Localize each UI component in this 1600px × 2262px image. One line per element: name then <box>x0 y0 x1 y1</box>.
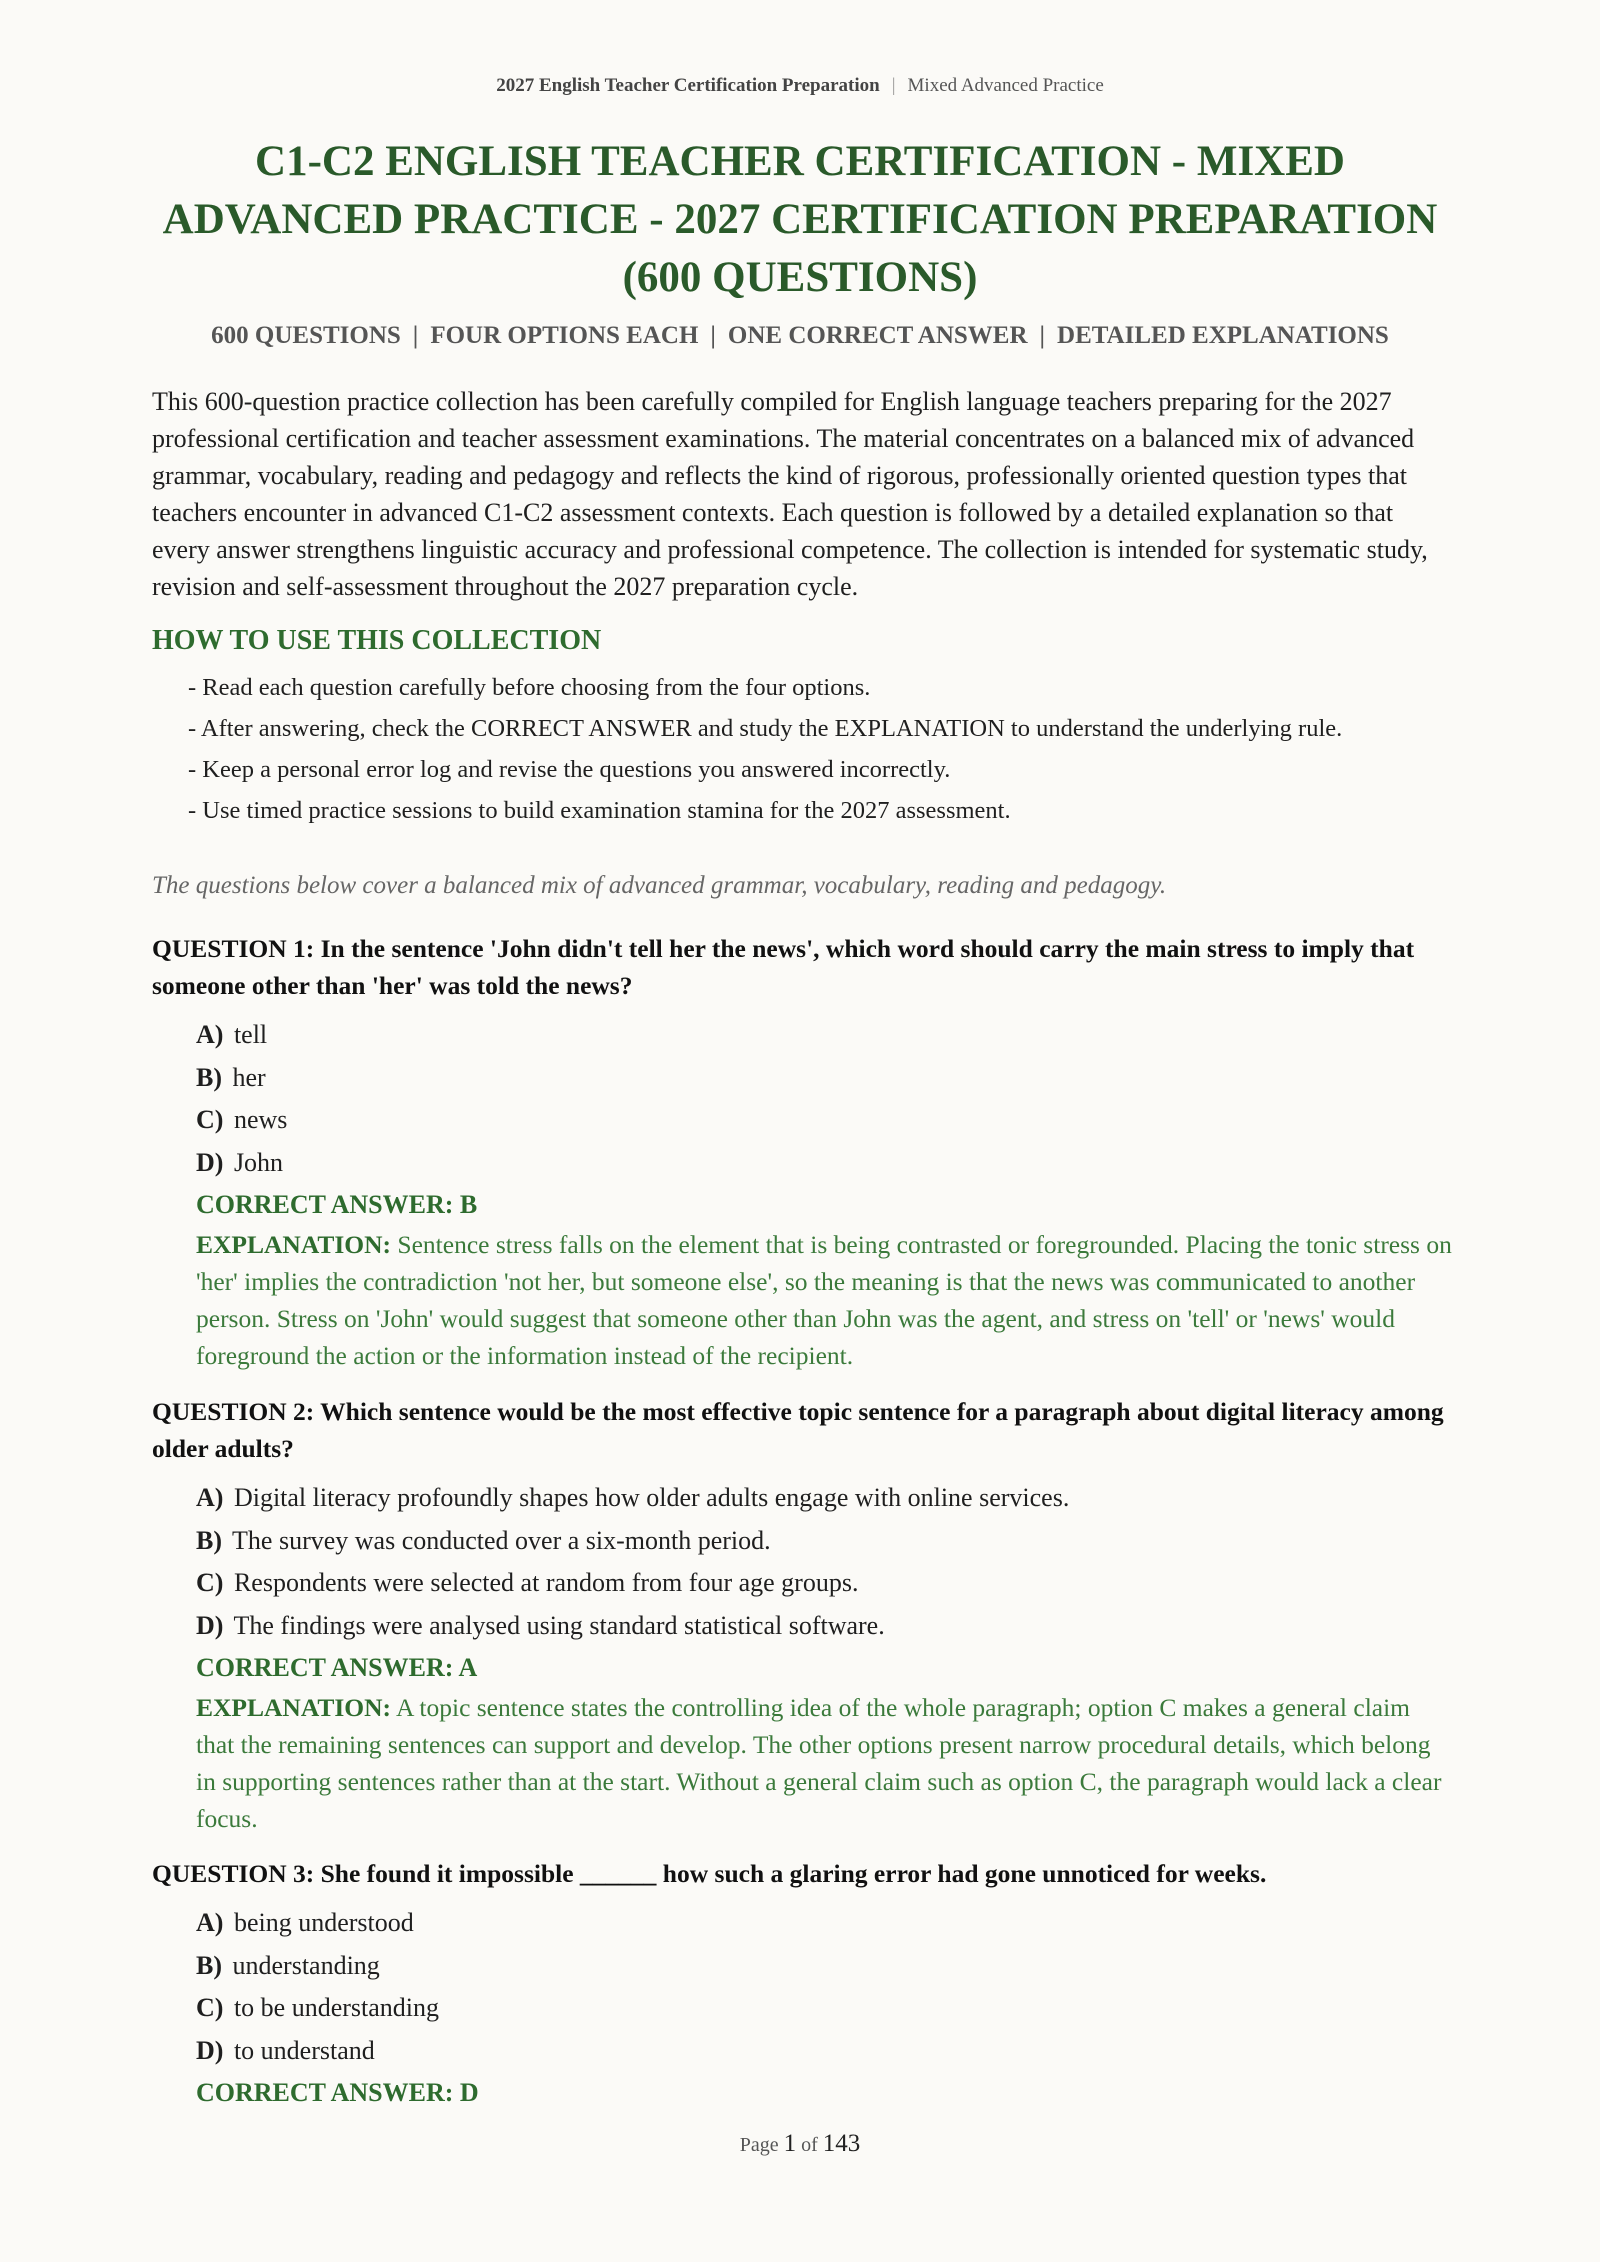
option-text: being understood <box>233 1908 414 1937</box>
option-d <box>196 1142 1452 1185</box>
section-heading-how-to-use: HOW TO USE THIS COLLECTION <box>152 625 602 656</box>
explanation-text: Sentence stress falls on the element that is being contrasted or foregrounded. Placing the tonic stress on 'her' implies the contradiction 'not her, but someone else', so the meaning is that the news was communicated to another person. Stress on 'John' would suggest that someone other than John was the agent, and stress on 'tell' or 'news' would foreground the action or the information instead of the recipient. <box>196 1230 1452 1370</box>
option-d <box>196 2030 1452 2073</box>
option-text: understanding <box>232 1950 380 1980</box>
page-title: C1-C2 ENGLISH TEACHER CERTIFICATION - MIXED ADVANCED PRACTICE - 2027 CERTIFICATION PREPARATION (600 QUESTIONS) <box>162 138 1438 301</box>
option-letter: C) <box>196 1993 224 2022</box>
question-block-1 <box>152 930 1452 1374</box>
option-text: The findings were analysed using standard statistical software. <box>233 1610 885 1640</box>
option-a <box>196 1014 1452 1057</box>
question-block-2 <box>152 1393 1452 1837</box>
option-c <box>196 1987 1452 2030</box>
subtitle-item: FOUR OPTIONS EACH <box>430 322 699 349</box>
explanation-label: EXPLANATION: <box>196 1230 392 1259</box>
option-b <box>196 1945 1452 1988</box>
footer-page-label: Page <box>739 2134 779 2156</box>
options-list <box>196 1477 1452 1647</box>
page-footer <box>0 2130 1600 2158</box>
question-stem: QUESTION 1: In the sentence 'John didn't tell her the news', which word should carry the main stress to imply that someone other than 'her' was told the news? <box>152 934 1415 1000</box>
usage-list <box>188 670 1438 834</box>
subtitle-item: ONE CORRECT ANSWER <box>727 322 1028 349</box>
option-a <box>196 1902 1452 1945</box>
explanation-text: A topic sentence states the controlling idea of the whole paragraph; option C makes a general claim that the remaining sentences can support and develop. The other options present narrow procedural details, which belong in supporting sentences rather than at the start. Without a general claim such as option C, the paragraph would lack a clear focus. <box>196 1693 1442 1833</box>
correct-answer: CORRECT ANSWER: B <box>196 1190 478 1219</box>
option-text: Digital literacy profoundly shapes how older adults engage with online services. <box>233 1483 1070 1512</box>
intro-paragraph: This 600-question practice collection has been carefully compiled for English language teachers preparing for the 2027 professional certification and teacher assessment examinations. The material concentrates on a balanced mix of advanced grammar, vocabulary, reading and pedagogy and reflects the kind of rigorous, professionally oriented question types that teachers encounter in advanced C1-C2 assessment contexts. Each question is followed by a detailed explanation so that every answer strengthens linguistic accuracy and professional competence. The collection is intended for systematic study, revision and self-assessment throughout the 2027 preparation cycle. <box>152 387 1428 601</box>
correct-answer: CORRECT ANSWER: A <box>196 1653 478 1682</box>
option-c <box>196 1099 1452 1142</box>
option-text: her <box>232 1062 266 1092</box>
option-letter: B) <box>196 1950 222 1980</box>
option-text: news <box>233 1105 288 1134</box>
usage-item: - Read each question carefully before choosing from the four options. <box>188 674 871 701</box>
options-list <box>196 1014 1452 1184</box>
subtitle-separator: | <box>412 322 419 349</box>
explanation <box>196 1689 1452 1837</box>
coverage-note: The questions below cover a balanced mix of advanced grammar, vocabulary, reading and pedagogy. <box>152 872 1167 899</box>
option-text: to be understanding <box>233 1993 440 2022</box>
option-letter: A) <box>196 1908 224 1937</box>
header-left: 2027 English Teacher Certification Preparation <box>496 75 880 96</box>
question-block-3 <box>152 1855 1452 2114</box>
running-header <box>0 75 1600 97</box>
question-stem: QUESTION 2: Which sentence would be the most effective topic sentence for a paragraph about digital literacy among older adults? <box>152 1397 1444 1463</box>
explanation-label: EXPLANATION: <box>196 1693 392 1722</box>
explanation <box>196 1226 1452 1374</box>
subtitle-separator: | <box>710 322 716 349</box>
option-text: The survey was conducted over a six-month period. <box>232 1525 771 1555</box>
option-letter: D) <box>196 1147 224 1177</box>
option-b <box>196 1057 1452 1100</box>
usage-item: - Keep a personal error log and revise the questions you answered incorrectly. <box>188 756 951 783</box>
footer-current-page: 1 <box>783 2130 797 2157</box>
option-letter: A) <box>196 1020 224 1049</box>
option-text: to understand <box>233 2035 375 2065</box>
option-letter: C) <box>196 1568 224 1597</box>
option-text: John <box>233 1147 284 1177</box>
footer-of-label: of <box>801 2134 818 2156</box>
usage-item: - Use timed practice sessions to build examination stamina for the 2027 assessment. <box>188 797 1011 824</box>
subtitle <box>0 322 1600 350</box>
footer-total-pages: 143 <box>822 2130 861 2157</box>
options-list <box>196 1902 1452 2072</box>
option-text: Respondents were selected at random from four age groups. <box>233 1568 859 1597</box>
option-c <box>196 1562 1452 1605</box>
option-b <box>196 1520 1452 1563</box>
subtitle-item: 600 QUESTIONS <box>211 322 401 349</box>
subtitle-separator: | <box>1039 322 1046 349</box>
option-letter: A) <box>196 1483 224 1512</box>
header-right: Mixed Advanced Practice <box>907 75 1104 96</box>
option-a <box>196 1477 1452 1520</box>
option-text: tell <box>233 1020 268 1049</box>
usage-item: - After answering, check the CORRECT ANSWER and study the EXPLANATION to understand the underlying rule. <box>188 715 1343 742</box>
option-letter: B) <box>196 1525 222 1555</box>
correct-answer: CORRECT ANSWER: D <box>196 2078 479 2107</box>
option-d <box>196 1605 1452 1648</box>
option-letter: D) <box>196 1610 224 1640</box>
subtitle-item: DETAILED EXPLANATIONS <box>1057 322 1389 349</box>
option-letter: D) <box>196 2035 224 2065</box>
header-separator: | <box>891 75 896 96</box>
option-letter: C) <box>196 1105 224 1134</box>
option-letter: B) <box>196 1062 222 1092</box>
question-stem: QUESTION 3: She found it impossible ______ how such a glaring error had gone unnoticed for weeks. <box>152 1859 1267 1888</box>
